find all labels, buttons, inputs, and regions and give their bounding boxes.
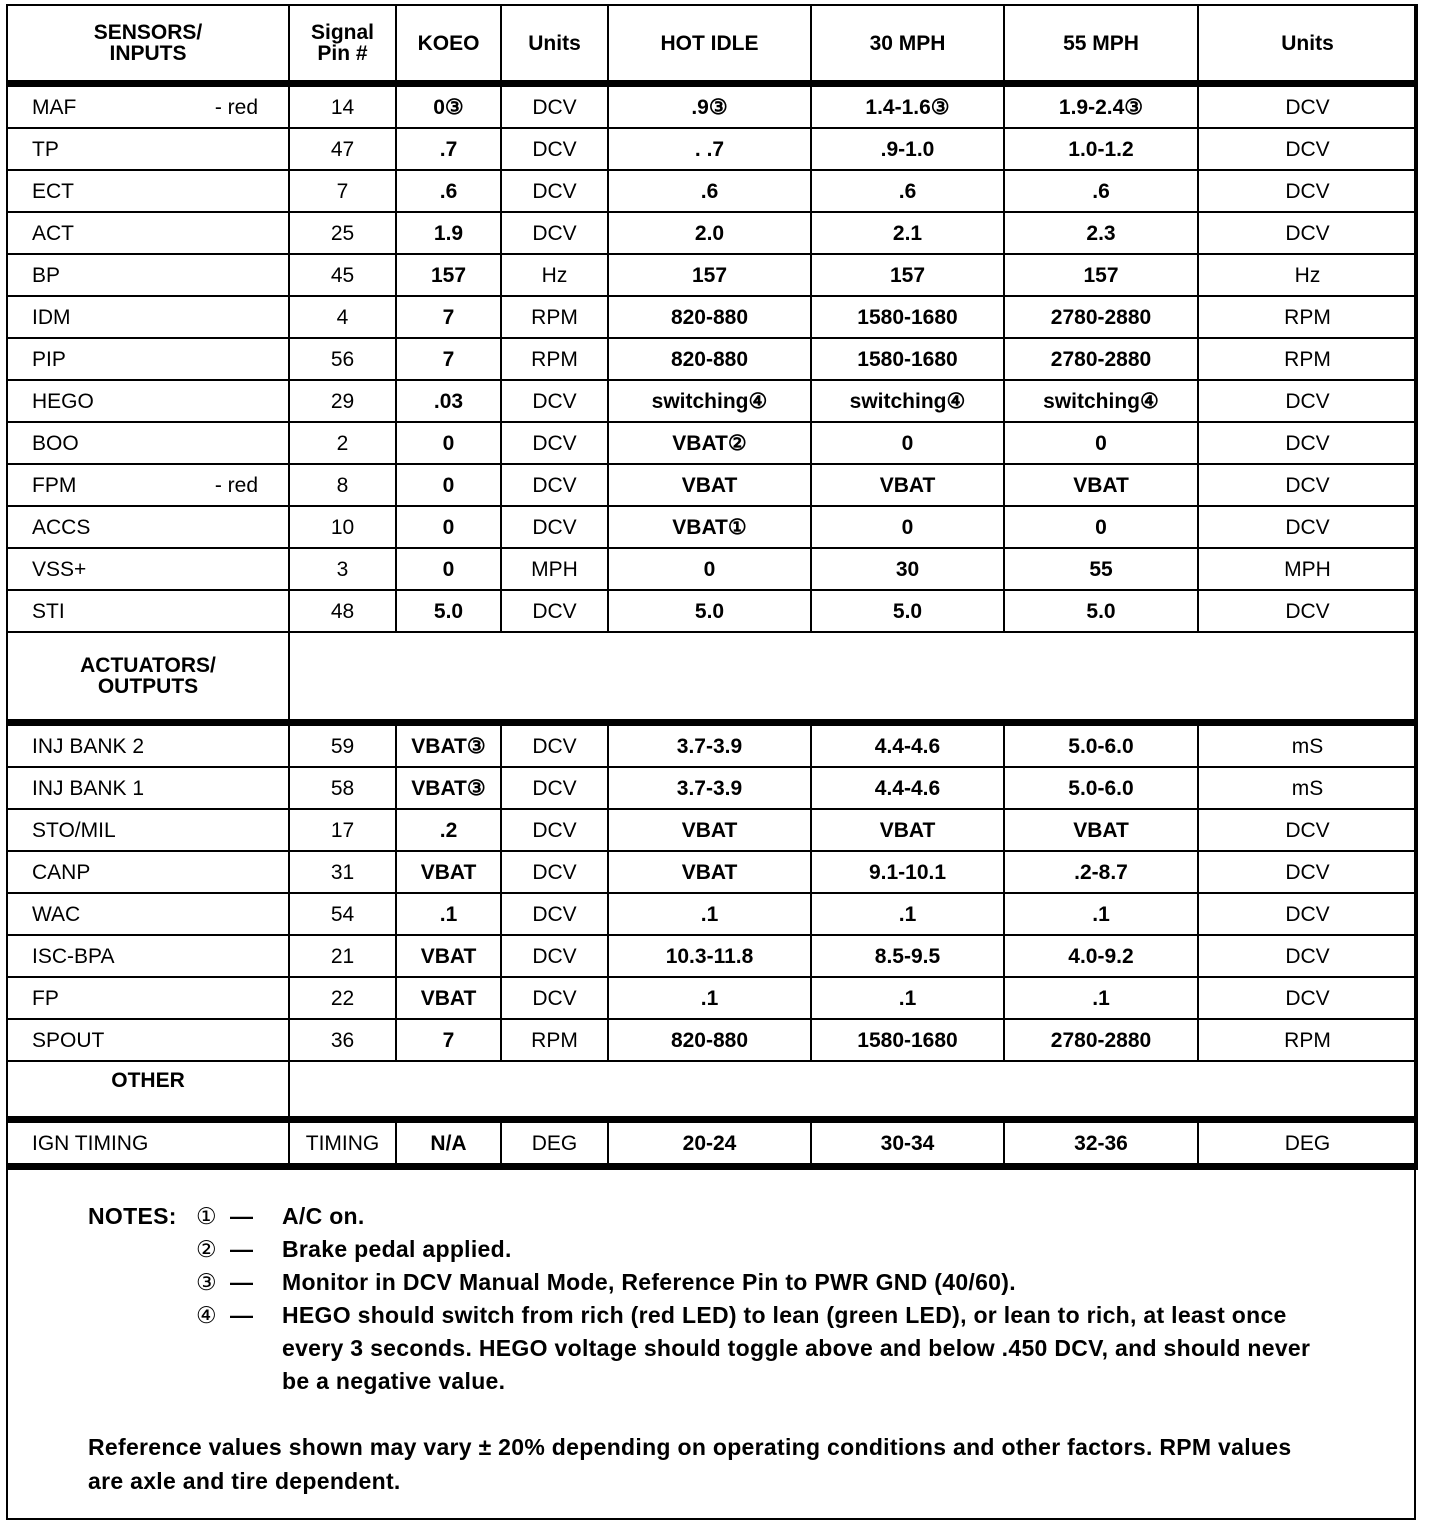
notes-label xyxy=(88,1266,196,1299)
units-cell: RPM xyxy=(501,338,608,380)
pin-cell: 22 xyxy=(289,977,396,1019)
koeo-cell: VBAT xyxy=(396,977,501,1019)
units-cell: RPM xyxy=(501,1019,608,1061)
pin-cell: 47 xyxy=(289,128,396,170)
koeo-cell: .1 xyxy=(396,893,501,935)
hot-idle-cell: 5.0 xyxy=(608,590,811,632)
note-dash: — xyxy=(230,1203,254,1229)
row-name: ACCS xyxy=(32,515,91,539)
units-cell: DCV xyxy=(501,170,608,212)
55-mph-cell: 0 xyxy=(1004,506,1198,548)
pin-cell: 4 xyxy=(289,296,396,338)
row-name: INJ BANK 1 xyxy=(32,776,145,800)
55-mph-cell: 157 xyxy=(1004,254,1198,296)
koeo-cell: .6 xyxy=(396,170,501,212)
column-header: Units xyxy=(1198,5,1417,84)
30-mph-cell: 1580-1680 xyxy=(811,338,1004,380)
units-cell: DEG xyxy=(1198,1120,1417,1167)
pin-cell: 17 xyxy=(289,809,396,851)
hot-idle-cell: 0 xyxy=(608,548,811,590)
pin-cell: 36 xyxy=(289,1019,396,1061)
koeo-cell: 1.9 xyxy=(396,212,501,254)
table-row xyxy=(7,380,1417,422)
koeo-cell: 0 xyxy=(396,464,501,506)
units-cell: DCV xyxy=(501,84,608,129)
units-cell: DCV xyxy=(1198,128,1417,170)
30-mph-cell: 157 xyxy=(811,254,1004,296)
row-name-cell xyxy=(7,506,289,548)
koeo-cell: 157 xyxy=(396,254,501,296)
units-cell: DCV xyxy=(1198,212,1417,254)
pin-cell: 58 xyxy=(289,767,396,809)
column-header: Units xyxy=(501,5,608,84)
table-row xyxy=(7,128,1417,170)
row-name: MAF xyxy=(32,95,77,119)
row-name: ISC-BPA xyxy=(32,944,115,968)
30-mph-cell: 1580-1680 xyxy=(811,296,1004,338)
30-mph-cell: 4.4-4.6 xyxy=(811,723,1004,768)
55-mph-cell: 32-36 xyxy=(1004,1120,1198,1167)
koeo-cell: 0 xyxy=(396,548,501,590)
hot-idle-cell: .1 xyxy=(608,977,811,1019)
koeo-cell: 0③ xyxy=(396,84,501,129)
units-cell: DCV xyxy=(501,723,608,768)
units-cell: DEG xyxy=(501,1120,608,1167)
pin-cell: 56 xyxy=(289,338,396,380)
row-name: FPM xyxy=(32,473,77,497)
units-cell: DCV xyxy=(1198,380,1417,422)
other-section-row xyxy=(7,1061,1417,1120)
header-row xyxy=(7,5,1417,84)
row-name: STI xyxy=(32,599,65,623)
units-cell: RPM xyxy=(1198,1019,1417,1061)
row-name: INJ BANK 2 xyxy=(32,734,145,758)
column-header: SENSORS/ INPUTS xyxy=(7,5,289,84)
55-mph-cell: .2-8.7 xyxy=(1004,851,1198,893)
units-cell: RPM xyxy=(1198,338,1417,380)
30-mph-cell: 0 xyxy=(811,422,1004,464)
notes-label: NOTES: xyxy=(88,1203,177,1229)
koeo-cell: VBAT③ xyxy=(396,723,501,768)
55-mph-cell: switching④ xyxy=(1004,380,1198,422)
note-text: HEGO should switch from rich (red LED) to lean (green LED), or lean to rich, at least once every 3 seconds. HEGO voltage should toggle above and below .450 DCV, and should never be a negative value. xyxy=(282,1302,1311,1394)
units-cell: MPH xyxy=(501,548,608,590)
koeo-cell: .7 xyxy=(396,128,501,170)
section-blank xyxy=(289,632,1417,723)
table-row xyxy=(7,723,1417,768)
units-cell: Hz xyxy=(501,254,608,296)
pin-cell: 3 xyxy=(289,548,396,590)
row-name: BP xyxy=(32,263,61,287)
30-mph-cell: 1580-1680 xyxy=(811,1019,1004,1061)
table-row xyxy=(7,893,1417,935)
table-row xyxy=(7,977,1417,1019)
koeo-cell: .2 xyxy=(396,809,501,851)
row-name-cell xyxy=(7,935,289,977)
row-name: FP xyxy=(32,986,59,1010)
units-cell: DCV xyxy=(501,935,608,977)
row-name: ECT xyxy=(32,179,74,203)
notes-label xyxy=(88,1299,196,1398)
note-marker: ④ xyxy=(196,1302,217,1328)
koeo-cell: N/A xyxy=(396,1120,501,1167)
pin-cell: 48 xyxy=(289,590,396,632)
units-cell: MPH xyxy=(1198,548,1417,590)
note-dash: — xyxy=(230,1269,254,1295)
row-name: STO/MIL xyxy=(32,818,116,842)
koeo-cell: 0 xyxy=(396,506,501,548)
55-mph-cell: 2780-2880 xyxy=(1004,1019,1198,1061)
hot-idle-cell: VBAT xyxy=(608,851,811,893)
30-mph-cell: 30 xyxy=(811,548,1004,590)
55-mph-cell: .1 xyxy=(1004,893,1198,935)
row-name-cell xyxy=(7,380,289,422)
hot-idle-cell: 820-880 xyxy=(608,296,811,338)
row-name-cell xyxy=(7,296,289,338)
units-cell: RPM xyxy=(1198,296,1417,338)
note-text: Monitor in DCV Manual Mode, Reference Pin to PWR GND (40/60). xyxy=(282,1269,1016,1295)
row-name-cell xyxy=(7,590,289,632)
55-mph-cell: 4.0-9.2 xyxy=(1004,935,1198,977)
units-cell: DCV xyxy=(501,893,608,935)
30-mph-cell: 0 xyxy=(811,506,1004,548)
table-row xyxy=(7,548,1417,590)
table-row xyxy=(7,1120,1417,1167)
30-mph-cell: VBAT xyxy=(811,809,1004,851)
hot-idle-cell: 157 xyxy=(608,254,811,296)
units-cell: DCV xyxy=(1198,977,1417,1019)
row-name-cell xyxy=(7,254,289,296)
notes-section xyxy=(88,1200,1318,1498)
column-header: 55 MPH xyxy=(1004,5,1198,84)
row-name: ACT xyxy=(32,221,74,245)
row-tag: - red xyxy=(214,473,258,497)
pin-cell: 45 xyxy=(289,254,396,296)
table-row xyxy=(7,590,1417,632)
section-blank xyxy=(289,1061,1417,1120)
table-row xyxy=(7,212,1417,254)
units-cell: DCV xyxy=(501,767,608,809)
row-name-cell xyxy=(7,422,289,464)
table-row xyxy=(7,851,1417,893)
table-row xyxy=(7,935,1417,977)
section-label: ACTUATORS/ OUTPUTS xyxy=(7,632,289,723)
units-cell: DCV xyxy=(501,851,608,893)
units-cell: DCV xyxy=(1198,170,1417,212)
pin-cell: 31 xyxy=(289,851,396,893)
koeo-cell: VBAT xyxy=(396,935,501,977)
row-name-cell xyxy=(7,338,289,380)
pin-cell: 59 xyxy=(289,723,396,768)
table-row xyxy=(7,170,1417,212)
30-mph-cell: 4.4-4.6 xyxy=(811,767,1004,809)
reference-values-table xyxy=(6,4,1418,1170)
units-cell: DCV xyxy=(501,128,608,170)
koeo-cell: 0 xyxy=(396,422,501,464)
koeo-cell: .03 xyxy=(396,380,501,422)
units-cell: DCV xyxy=(501,380,608,422)
pin-cell: 14 xyxy=(289,84,396,129)
hot-idle-cell: 3.7-3.9 xyxy=(608,723,811,768)
hot-idle-cell: VBAT xyxy=(608,464,811,506)
table-row xyxy=(7,254,1417,296)
row-name: BOO xyxy=(32,431,79,455)
30-mph-cell: .1 xyxy=(811,893,1004,935)
table-row xyxy=(7,1019,1417,1061)
row-name-cell xyxy=(7,464,289,506)
units-cell: DCV xyxy=(501,590,608,632)
note-marker: ③ xyxy=(196,1269,217,1295)
30-mph-cell: .6 xyxy=(811,170,1004,212)
55-mph-cell: 1.0-1.2 xyxy=(1004,128,1198,170)
55-mph-cell: 55 xyxy=(1004,548,1198,590)
hot-idle-cell: switching④ xyxy=(608,380,811,422)
pin-cell: 54 xyxy=(289,893,396,935)
row-name-cell xyxy=(7,170,289,212)
koeo-cell: 7 xyxy=(396,296,501,338)
table-row xyxy=(7,84,1417,129)
hot-idle-cell: 820-880 xyxy=(608,338,811,380)
hot-idle-cell: 2.0 xyxy=(608,212,811,254)
row-name-cell xyxy=(7,212,289,254)
pin-cell: 21 xyxy=(289,935,396,977)
30-mph-cell: switching④ xyxy=(811,380,1004,422)
notes-label xyxy=(88,1233,196,1266)
pin-cell: 7 xyxy=(289,170,396,212)
30-mph-cell: 9.1-10.1 xyxy=(811,851,1004,893)
hot-idle-cell: 20-24 xyxy=(608,1120,811,1167)
pin-cell: 8 xyxy=(289,464,396,506)
pin-cell: TIMING xyxy=(289,1120,396,1167)
row-name: HEGO xyxy=(32,389,94,413)
row-name: TP xyxy=(32,137,59,161)
units-cell: DCV xyxy=(501,809,608,851)
note-text: Brake pedal applied. xyxy=(282,1236,512,1262)
30-mph-cell: VBAT xyxy=(811,464,1004,506)
row-name-cell xyxy=(7,977,289,1019)
hot-idle-cell: VBAT① xyxy=(608,506,811,548)
55-mph-cell: 5.0 xyxy=(1004,590,1198,632)
koeo-cell: VBAT xyxy=(396,851,501,893)
30-mph-cell: .9-1.0 xyxy=(811,128,1004,170)
units-cell: DCV xyxy=(1198,84,1417,129)
hot-idle-cell: 820-880 xyxy=(608,1019,811,1061)
table-row xyxy=(7,809,1417,851)
reference-note: Reference values shown may vary ± 20% depending on operating conditions and other factors. RPM values are axle and tire dependent. xyxy=(88,1434,1292,1494)
note-item xyxy=(88,1299,1318,1398)
units-cell: DCV xyxy=(1198,809,1417,851)
note-dash: — xyxy=(230,1302,254,1328)
55-mph-cell: 0 xyxy=(1004,422,1198,464)
30-mph-cell: 30-34 xyxy=(811,1120,1004,1167)
units-cell: mS xyxy=(1198,767,1417,809)
units-cell: DCV xyxy=(501,506,608,548)
row-name-cell xyxy=(7,723,289,768)
units-cell: DCV xyxy=(1198,893,1417,935)
55-mph-cell: VBAT xyxy=(1004,809,1198,851)
units-cell: DCV xyxy=(1198,506,1417,548)
row-tag: - red xyxy=(214,95,258,119)
koeo-cell: VBAT③ xyxy=(396,767,501,809)
section-label: OTHER xyxy=(7,1061,289,1120)
pin-cell: 2 xyxy=(289,422,396,464)
column-header: 30 MPH xyxy=(811,5,1004,84)
row-name-cell xyxy=(7,548,289,590)
note-item xyxy=(88,1233,1318,1266)
row-name: CANP xyxy=(32,860,91,884)
row-name: WAC xyxy=(32,902,81,926)
note-marker: ① xyxy=(196,1203,217,1229)
koeo-cell: 7 xyxy=(396,338,501,380)
row-name-cell xyxy=(7,1120,289,1167)
55-mph-cell: .1 xyxy=(1004,977,1198,1019)
55-mph-cell: .6 xyxy=(1004,170,1198,212)
units-cell: DCV xyxy=(501,464,608,506)
row-name: PIP xyxy=(32,347,66,371)
units-cell: DCV xyxy=(1198,590,1417,632)
units-cell: RPM xyxy=(501,296,608,338)
30-mph-cell: .1 xyxy=(811,977,1004,1019)
row-name-cell xyxy=(7,1019,289,1061)
table-row xyxy=(7,767,1417,809)
row-name-cell xyxy=(7,809,289,851)
koeo-cell: 7 xyxy=(396,1019,501,1061)
note-item xyxy=(88,1266,1318,1299)
note-text: A/C on. xyxy=(282,1203,365,1229)
hot-idle-cell: VBAT xyxy=(608,809,811,851)
hot-idle-cell: . .7 xyxy=(608,128,811,170)
row-name-cell xyxy=(7,767,289,809)
row-name: IGN TIMING xyxy=(32,1131,149,1155)
30-mph-cell: 1.4-1.6③ xyxy=(811,84,1004,129)
55-mph-cell: VBAT xyxy=(1004,464,1198,506)
row-name: SPOUT xyxy=(32,1028,105,1052)
units-cell: DCV xyxy=(501,422,608,464)
table-row xyxy=(7,422,1417,464)
note-dash: — xyxy=(230,1236,254,1262)
table-row xyxy=(7,296,1417,338)
units-cell: Hz xyxy=(1198,254,1417,296)
column-header: HOT IDLE xyxy=(608,5,811,84)
30-mph-cell: 8.5-9.5 xyxy=(811,935,1004,977)
row-name: IDM xyxy=(32,305,71,329)
note-item xyxy=(88,1200,1318,1233)
55-mph-cell: 1.9-2.4③ xyxy=(1004,84,1198,129)
units-cell: DCV xyxy=(1198,935,1417,977)
hot-idle-cell: .1 xyxy=(608,893,811,935)
55-mph-cell: 2780-2880 xyxy=(1004,296,1198,338)
row-name: VSS+ xyxy=(32,557,87,581)
30-mph-cell: 5.0 xyxy=(811,590,1004,632)
55-mph-cell: 2.3 xyxy=(1004,212,1198,254)
55-mph-cell: 5.0-6.0 xyxy=(1004,767,1198,809)
hot-idle-cell: .9③ xyxy=(608,84,811,129)
koeo-cell: 5.0 xyxy=(396,590,501,632)
table-row xyxy=(7,464,1417,506)
hot-idle-cell: VBAT② xyxy=(608,422,811,464)
hot-idle-cell: 10.3-11.8 xyxy=(608,935,811,977)
hot-idle-cell: .6 xyxy=(608,170,811,212)
55-mph-cell: 2780-2880 xyxy=(1004,338,1198,380)
note-marker: ② xyxy=(196,1236,217,1262)
units-cell: DCV xyxy=(1198,422,1417,464)
units-cell: DCV xyxy=(501,977,608,1019)
actuators-section-row xyxy=(7,632,1417,723)
pin-cell: 29 xyxy=(289,380,396,422)
hot-idle-cell: 3.7-3.9 xyxy=(608,767,811,809)
table-row xyxy=(7,338,1417,380)
units-cell: DCV xyxy=(501,212,608,254)
units-cell: DCV xyxy=(1198,464,1417,506)
pin-cell: 10 xyxy=(289,506,396,548)
row-name-cell xyxy=(7,84,289,129)
table-row xyxy=(7,506,1417,548)
row-name-cell xyxy=(7,128,289,170)
30-mph-cell: 2.1 xyxy=(811,212,1004,254)
units-cell: DCV xyxy=(1198,851,1417,893)
column-header: KOEO xyxy=(396,5,501,84)
column-header: Signal Pin # xyxy=(289,5,396,84)
units-cell: mS xyxy=(1198,723,1417,768)
row-name-cell xyxy=(7,893,289,935)
pin-cell: 25 xyxy=(289,212,396,254)
55-mph-cell: 5.0-6.0 xyxy=(1004,723,1198,768)
row-name-cell xyxy=(7,851,289,893)
